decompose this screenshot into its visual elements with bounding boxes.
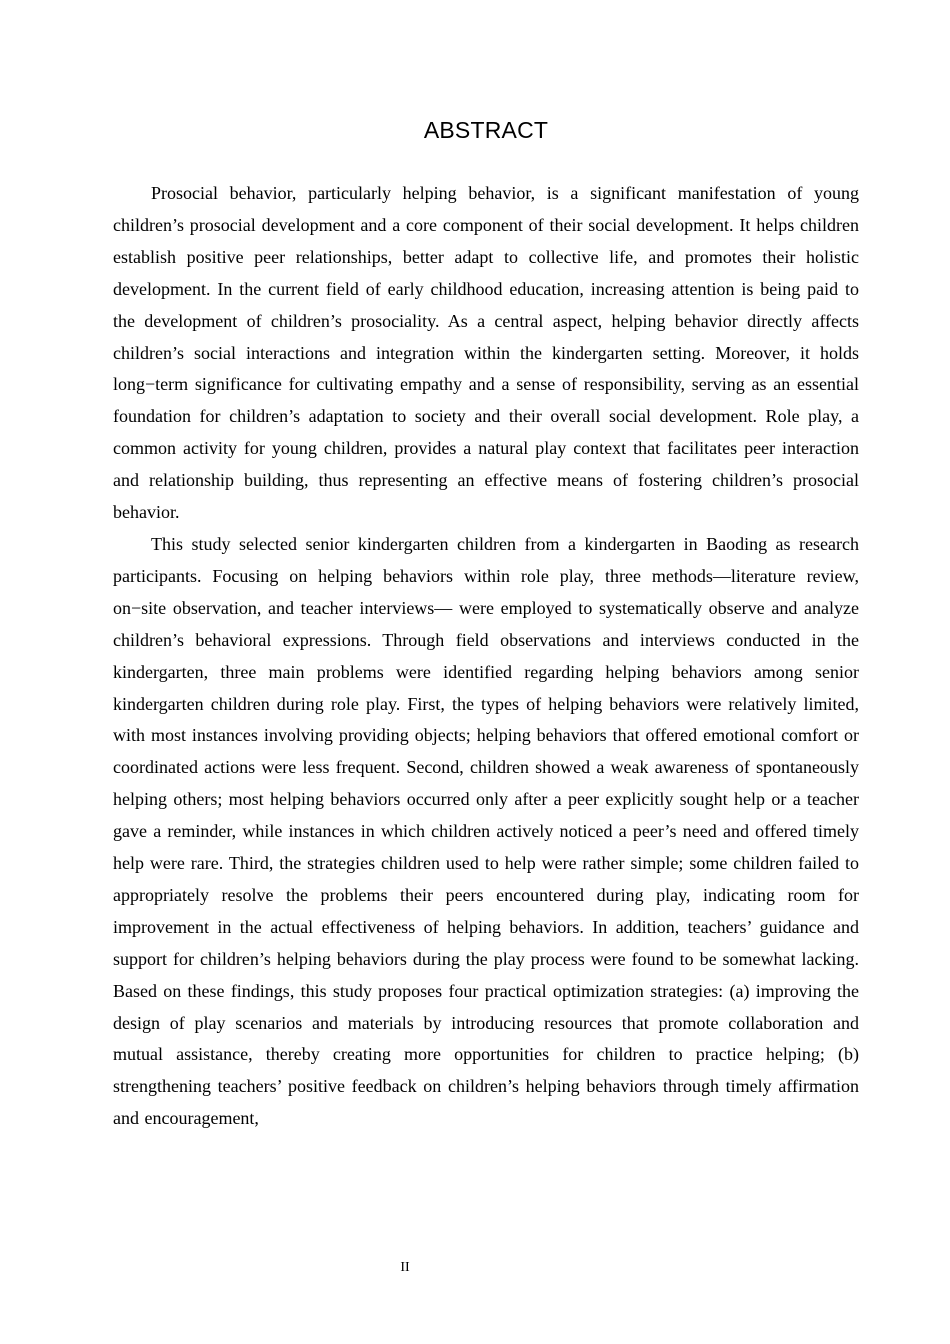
- abstract-paragraph-2: This study selected senior kindergarten children from a kindergarten in Baoding as research participants. Focusing on helping behaviors within role play, three methods—literature review, on−site observation, and teacher interviews— were employed to systematically observe and analyze children’s behavioral expressions. Through field observations and interviews conducted in the kindergarten, three main problems were identified regarding helping behaviors among senior kindergarten children during role play. First, the types of helping behaviors were relatively limited, with most instances involving providing objects; helping behaviors that offered emotional comfort or coordinated actions were less frequent. Second, children showed a weak awareness of spontaneously helping others; most helping behaviors occurred only after a peer explicitly sought help or a teacher gave a reminder, while instances in which children actively noticed a peer’s need and offered timely help were rare. Third, the strategies children used to help were rather simple; some children failed to appropriately resolve the problems their peers encountered during play, indicating room for improvement in the actual effectiveness of helping behaviors. In addition, teachers’ guidance and support for children’s helping behaviors during the play process were found to be somewhat lacking. Based on these findings, this study proposes four practical optimization strategies: (a) improving the design of play scenarios and materials by introducing resources that promote collaboration and mutual assistance, thereby creating more opportunities for children to practice helping; (b) strengthening teachers’ positive feedback on children’s helping behaviors through timely affirmation and encouragement,: [113, 533, 859, 1129]
- page-number: II: [400, 1260, 410, 1275]
- abstract-body: [113, 178, 859, 1135]
- abstract-heading: ABSTRACT: [423, 117, 549, 143]
- abstract-paragraph-1: Prosocial behavior, particularly helping behavior, is a significant manifestation of young children’s prosocial development and a core component of their social development. It helps children establish positive peer relationships, better adapt to collective life, and promotes their holistic development. In the current field of early childhood education, increasing attention is being paid to the development of children’s prosociality. As a central aspect, helping behavior directly affects children’s social interactions and integration within the kindergarten setting. Moreover, it holds long−term significance for cultivating empathy and a sense of responsibility, serving as an essential foundation for children’s adaptation to society and their overall social development. Role play, a common activity for young children, provides a natural play context that facilitates peer interaction and relationship building, thus representing an effective means of fostering children’s prosocial behavior.: [113, 183, 859, 523]
